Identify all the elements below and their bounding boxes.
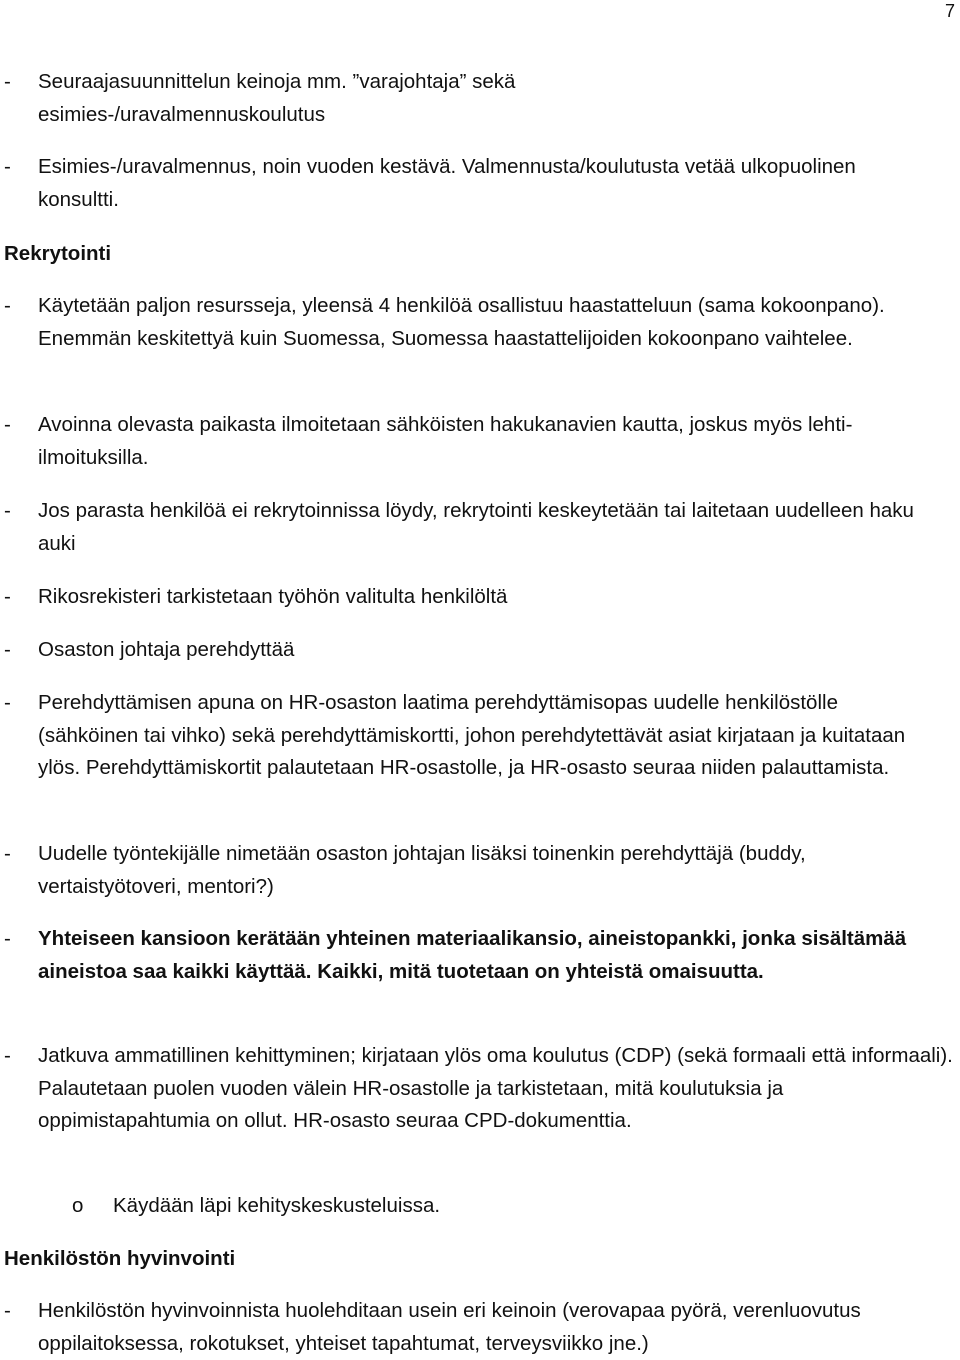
list-item [0, 66, 960, 131]
bullet-dash: - [4, 1299, 11, 1322]
bullet-dash: - [4, 294, 11, 317]
list-item-text: Jatkuva ammatillinen kehittyminen; kirjataan ylös oma koulutus (CDP) (sekä formaali että informaali). Palautetaan puolen vuoden välein HR-osastolle ja tarkistetaan, mitä koulutuksia ja oppimistapahtumia on ollut. HR-osasto seuraa CPD-dokumenttia. [38, 1044, 953, 1132]
bullet-dash: - [4, 155, 11, 178]
list-item-text: Jos parasta henkilöä ei rekrytoinnissa löydy, rekrytointi keskeytetään tai laitetaan uudelleen haku auki [38, 499, 914, 555]
sub-bullet-marker: o [72, 1194, 84, 1217]
list-item-text: Käytetään paljon resursseja, yleensä 4 henkilöä osallistuu haastatteluun (sama kokoonpano). Enemmän keskitettyä kuin Suomessa, Suomessa haastattelijoiden kokoonpano vaihtelee. [38, 294, 885, 350]
list-item-text: Esimies-/uravalmennus, noin vuoden kestävä. Valmennusta/koulutusta vetää ulkopuolinen konsultti. [38, 155, 856, 211]
list-item [0, 923, 960, 988]
bullet-dash: - [4, 927, 11, 950]
section-heading-hyvinvointi: Henkilöstön hyvinvointi [4, 1247, 236, 1270]
list-item-text: Uudelle työntekijälle nimetään osaston johtajan lisäksi toinenkin perehdyttäjä (buddy, vertaistyötoveri, mentori?) [38, 842, 806, 898]
list-item-text: Osaston johtaja perehdyttää [38, 638, 295, 661]
bullet-dash: - [4, 691, 11, 714]
list-item [0, 290, 960, 355]
bullet-dash: - [4, 585, 11, 608]
list-item [0, 495, 960, 560]
list-item-text: Avoinna olevasta paikasta ilmoitetaan sähköisten hakukanavien kautta, joskus myös lehti-ilmoituksilla. [38, 413, 853, 469]
section-heading-rekrytointi: Rekrytointi [4, 242, 112, 265]
list-item-text: Seuraajasuunnittelun keinoja mm. ”varajohtaja” sekä esimies-/uravalmennuskoulutus [38, 70, 516, 126]
sub-list-item-text: Käydään läpi kehityskeskusteluissa. [113, 1194, 441, 1217]
bullet-dash: - [4, 70, 11, 93]
list-item-text: Yhteiseen kansioon kerätään yhteinen materiaalikansio, aineistopankki, jonka sisältämää aineistoa saa kaikki käyttää. Kaikki, mitä tuotetaan on yhteistä omaisuutta. [38, 927, 907, 983]
bullet-dash: - [4, 842, 11, 865]
bullet-dash: - [4, 499, 11, 522]
list-item [0, 634, 960, 667]
list-item [0, 581, 960, 614]
bullet-dash: - [4, 638, 11, 661]
list-item [0, 1295, 960, 1360]
list-item-text: Perehdyttämisen apuna on HR-osaston laatima perehdyttämisopas uudelle henkilöstölle (sähköinen tai vihko) sekä perehdyttämiskortti, johon perehdytettävät asiat kirjataan ja kuitataan ylös. Perehdyttämiskortit palautetaan HR-osastolle, ja HR-osasto seuraa niiden palauttamista. [38, 691, 906, 779]
list-item [0, 1040, 960, 1138]
list-item [0, 151, 960, 216]
bullet-dash: - [4, 413, 11, 436]
list-item [0, 838, 960, 903]
page-number: 7 [944, 1, 955, 21]
list-item [0, 409, 960, 474]
list-item-text: Henkilöstön hyvinvoinnista huolehditaan usein eri keinoin (verovapaa pyörä, verenluovutus oppilaitoksessa, rokotukset, yhteiset tapahtumat, terveysviikko jne.) [38, 1299, 861, 1355]
list-item [0, 687, 960, 785]
bullet-dash: - [4, 1044, 11, 1067]
list-item-text: Rikosrekisteri tarkistetaan työhön valitulta henkilöltä [38, 585, 508, 608]
